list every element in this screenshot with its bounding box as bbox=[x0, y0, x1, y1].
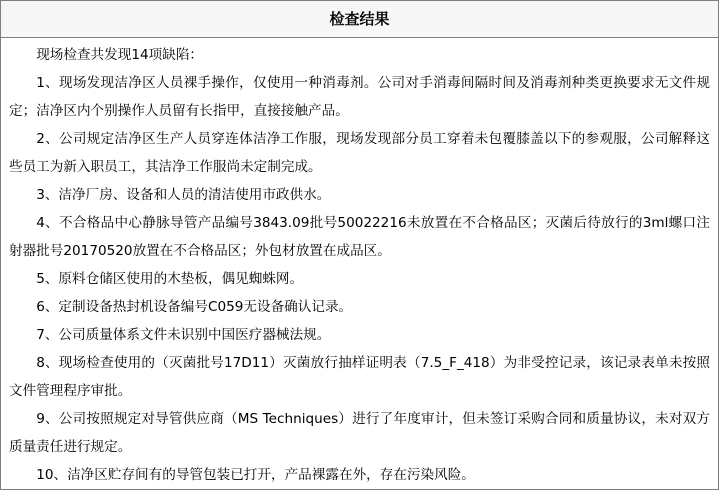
defect-item-3: 3、洁净厂房、设备和人员的清洁使用市政供水。 bbox=[36, 187, 331, 203]
defect-item-6: 6、定制设备热封机设备编号C059无设备确认记录。 bbox=[36, 299, 353, 315]
results-content bbox=[1, 38, 718, 489]
defect-item-8: 8、现场检查使用的（灭菌批号17D11）灭菌放行抽样证明表（7.5_F_418）为非受控记录，该记录表单未按照文件管理程序审批。 bbox=[9, 355, 710, 399]
defect-item-4: 4、不合格品中心静脉导管产品编号3843.09批号50022216未放置在不合格品区；灭菌后待放行的3ml螺口注射器批号20170520放置在不合格品区；外包材放置在成品区。 bbox=[9, 215, 710, 259]
defect-item-7: 7、公司质量体系文件未识别中国医疗器械法规。 bbox=[36, 327, 331, 343]
defect-item-9: 9、公司按照规定对导管供应商（MS Techniques）进行了年度审计，但未签订采购合同和质量协议，未对双方质量责任进行规定。 bbox=[9, 411, 710, 455]
defect-item-10: 10、洁净区贮存间有的导管包装已打开，产品裸露在外，存在污染风险。 bbox=[36, 467, 475, 483]
table-header-title: 检查结果 bbox=[1, 1, 718, 38]
defect-item-1: 1、现场发现洁净区人员裸手操作，仅使用一种消毒剂。公司对手消毒间隔时间及消毒剂种类更换要求无文件规定；洁净区内个别操作人员留有长指甲，直接接触产品。 bbox=[9, 75, 710, 119]
defect-item-2: 2、公司规定洁净区生产人员穿连体洁净工作服，现场发现部分员工穿着未包覆膝盖以下的参观服，公司解释这些员工为新入职员工，其洁净工作服尚未定制完成。 bbox=[9, 131, 710, 175]
intro-text: 现场检查共发现14项缺陷： bbox=[36, 47, 204, 63]
defect-item-5: 5、原料仓储区使用的木垫板，偶见蜘蛛网。 bbox=[36, 271, 304, 287]
